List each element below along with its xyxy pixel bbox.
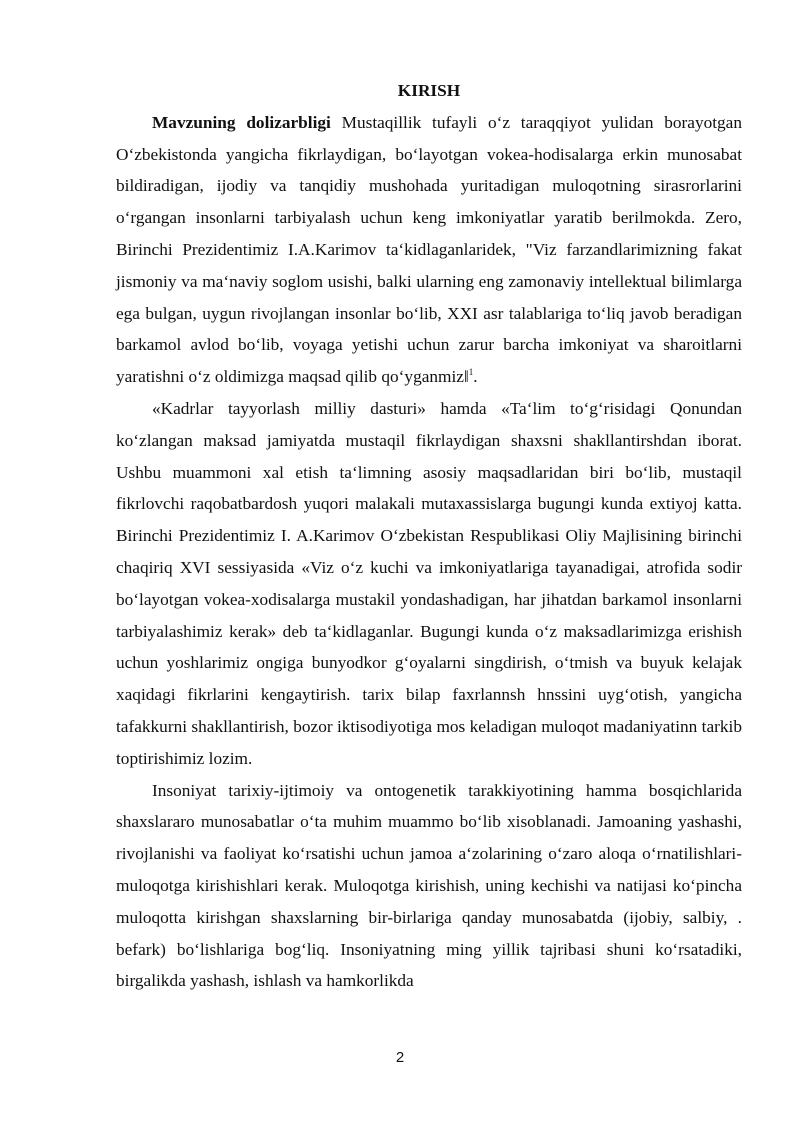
paragraph-tail: .	[473, 367, 478, 387]
paragraph-text: Mustaqillik tufayli o‘z taraqqiyot yulidan borayotgan O‘zbekistonda yangicha fikrlaydigan, bo‘layotgan vokea-hodisalarga erkin munosabat bildiradigan, ijodiy va tanqidiy mushohada yuritadigan muloqotning sirasrorlarini o‘rgangan insonlarni tarbiyalash uchun keng imkoniyatlar yaratib berilmokda. Zero, Birinchi Prezidentimiz I.A.Karimov ta‘kidlaganlaridek, "Viz farzandlarimizning fakat jismoniy va ma‘naviy soglom usishi, balki ularning eng zamonaviy intellektual bilimlarga ega bulgan, uygun rivojlangan insonlar bo‘lib, XXI asr talablariga to‘liq javob beradigan barkamol avlod bo‘lib, voyaga yetishi uchun zarur barcha imkoniyat va sharoitlarni yaratishni o‘z oldimizga maqsad qilib qo‘yganmiz‖	[116, 112, 742, 387]
paragraph-2: «Kadrlar tayyorlash milliy dasturi» hamda «Ta‘lim to‘g‘risidagi Qonundan ko‘zlangan maksad jamiyatda mustaqil fikrlaydigan shaxsni shakllantirshdan iborat. Ushbu muammoni xal etish ta‘limning asosiy maqsadlaridan biri bo‘lib, mustaqil fikrlovchi raqobatbardosh yuqori malakali mutaxassislarga bugungi kunda extiyoj katta. Birinchi Prezidentimiz I. A.Karimov O‘zbekistan Respublikasi Oliy Majlisining birinchi chaqiriq XVI sessiyasida «Viz o‘z kuchi va imkoniyatlariga tayanadigai, atrofida sodir bo‘layotgan vokea-xodisalarga mustakil yondashadigan, har jihatdan barkamol insonlarni tarbiyalashimiz kerak» deb ta‘kidlaganlar. Bugungi kunda o‘z maksadlarimizga erishish uchun yoshlarimiz ongiga bunyodkor g‘oyalarni singdirish, o‘tmish va buyuk kelajak xaqidagi fikrlarini kengaytirish. tarix bilap faxrlannsh hnssini uyg‘otish, yangicha tafakkurni shakllantirish, bozor iktisodiyotiga mos keladigan muloqot madaniyatinn tarkib toptirishimiz lozim.	[116, 398, 742, 768]
paragraph-3: Insoniyat tarixiy-ijtimoiy va ontogenetik tarakkiyotining hamma bosqichlarida shaxslararo munosabatlar o‘ta muhim muammo bo‘lib xisoblanadi. Jamoaning yashashi, rivojlanishi va faoliyat ko‘rsatishi uchun jamoa a‘zolarining o‘zaro aloqa o‘rnatilishlari-muloqotga kirishishlari kerak. Muloqotga kirishish, uning kechishi va natijasi ko‘pincha muloqotta kirishgan shaxslarning bir-birlariga qanday munosabatda (ijobiy, salbiy, . befark) bo‘lishlariga bog‘liq. Insoniyatning ming yillik tajribasi shuni ko‘rsatadiki, birgalikda yashash, ishlash va hamkorlikda	[116, 780, 742, 991]
page-number: 2	[395, 1049, 405, 1066]
paragraph-lead: Mavzuning dolizarbligi	[152, 112, 331, 132]
page-content	[116, 75, 742, 997]
paragraph-1	[116, 107, 742, 393]
page-title: KIRISH	[397, 81, 461, 100]
footnote-marker[interactable]: 1	[468, 367, 474, 378]
